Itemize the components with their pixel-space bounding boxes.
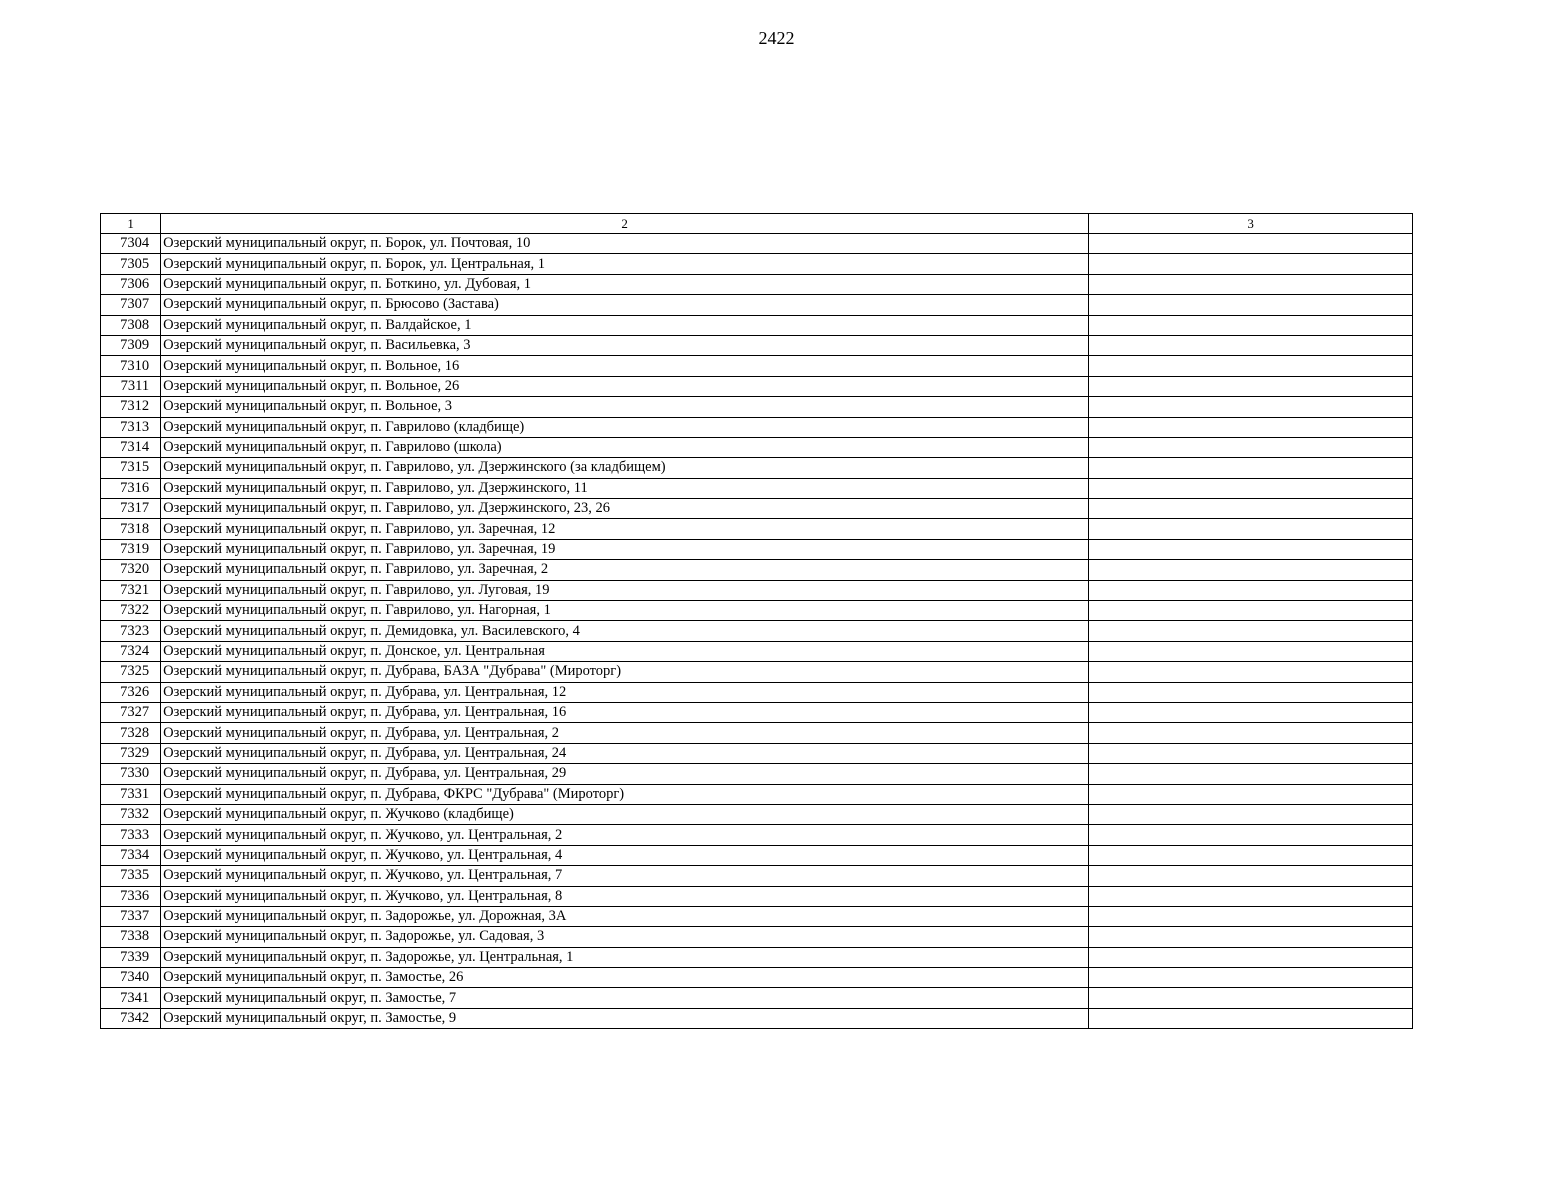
column-header-1: 1: [101, 214, 161, 234]
column-3-cell: [1089, 764, 1413, 784]
address-cell: Озерский муниципальный округ, п. Замостье, 26: [161, 968, 1089, 988]
row-number-cell: 7310: [101, 356, 161, 376]
column-3-cell: [1089, 968, 1413, 988]
table-row: [101, 254, 1413, 274]
address-cell: Озерский муниципальный округ, п. Гаврилово, ул. Заречная, 19: [161, 539, 1089, 559]
column-3-cell: [1089, 927, 1413, 947]
table-row: [101, 682, 1413, 702]
row-number-cell: 7307: [101, 295, 161, 315]
table-row: [101, 866, 1413, 886]
row-number-cell: 7336: [101, 886, 161, 906]
column-3-cell: [1089, 947, 1413, 967]
table-row: [101, 274, 1413, 294]
column-3-cell: [1089, 702, 1413, 722]
table-row: [101, 804, 1413, 824]
table-row: [101, 702, 1413, 722]
address-cell: Озерский муниципальный округ, п. Демидовка, ул. Василевского, 4: [161, 621, 1089, 641]
table-row: [101, 458, 1413, 478]
column-3-cell: [1089, 315, 1413, 335]
column-3-cell: [1089, 437, 1413, 457]
column-3-cell: [1089, 804, 1413, 824]
table-header-row: [101, 214, 1413, 234]
row-number-cell: 7328: [101, 723, 161, 743]
column-3-cell: [1089, 539, 1413, 559]
table-row: [101, 906, 1413, 926]
column-3-cell: [1089, 335, 1413, 355]
row-number-cell: 7312: [101, 397, 161, 417]
address-cell: Озерский муниципальный округ, п. Валдайское, 1: [161, 315, 1089, 335]
column-3-cell: [1089, 601, 1413, 621]
address-cell: Озерский муниципальный округ, п. Гаврилово (школа): [161, 437, 1089, 457]
row-number-cell: 7319: [101, 539, 161, 559]
row-number-cell: 7333: [101, 825, 161, 845]
column-3-cell: [1089, 906, 1413, 926]
table-row: [101, 601, 1413, 621]
address-cell: Озерский муниципальный округ, п. Гаврилово, ул. Луговая, 19: [161, 580, 1089, 600]
table-row: [101, 784, 1413, 804]
address-cell: Озерский муниципальный округ, п. Дубрава, ул. Центральная, 2: [161, 723, 1089, 743]
address-cell: Озерский муниципальный округ, п. Гаврилово, ул. Дзержинского, 23, 26: [161, 499, 1089, 519]
column-3-cell: [1089, 478, 1413, 498]
column-header-2: 2: [161, 214, 1089, 234]
address-cell: Озерский муниципальный округ, п. Борок, ул. Почтовая, 10: [161, 234, 1089, 254]
column-3-cell: [1089, 621, 1413, 641]
table-row: [101, 356, 1413, 376]
address-cell: Озерский муниципальный округ, п. Донское, ул. Центральная: [161, 641, 1089, 661]
row-number-cell: 7335: [101, 866, 161, 886]
table-row: [101, 825, 1413, 845]
table-row: [101, 947, 1413, 967]
table-row: [101, 539, 1413, 559]
address-cell: Озерский муниципальный округ, п. Дубрава, ул. Центральная, 24: [161, 743, 1089, 763]
column-3-cell: [1089, 1008, 1413, 1028]
row-number-cell: 7338: [101, 927, 161, 947]
column-3-cell: [1089, 295, 1413, 315]
address-cell: Озерский муниципальный округ, п. Вольное, 16: [161, 356, 1089, 376]
column-3-cell: [1089, 723, 1413, 743]
row-number-cell: 7325: [101, 662, 161, 682]
column-3-cell: [1089, 825, 1413, 845]
address-cell: Озерский муниципальный округ, п. Брюсово (Застава): [161, 295, 1089, 315]
column-3-cell: [1089, 376, 1413, 396]
table-row: [101, 1008, 1413, 1028]
column-3-cell: [1089, 560, 1413, 580]
row-number-cell: 7321: [101, 580, 161, 600]
row-number-cell: 7331: [101, 784, 161, 804]
table-row: [101, 335, 1413, 355]
column-3-cell: [1089, 988, 1413, 1008]
address-cell: Озерский муниципальный округ, п. Жучково, ул. Центральная, 7: [161, 866, 1089, 886]
address-cell: Озерский муниципальный округ, п. Задорожье, ул. Центральная, 1: [161, 947, 1089, 967]
column-3-cell: [1089, 458, 1413, 478]
row-number-cell: 7332: [101, 804, 161, 824]
column-3-cell: [1089, 641, 1413, 661]
address-cell: Озерский муниципальный округ, п. Замостье, 9: [161, 1008, 1089, 1028]
row-number-cell: 7318: [101, 519, 161, 539]
column-3-cell: [1089, 274, 1413, 294]
column-3-cell: [1089, 866, 1413, 886]
column-header-3: 3: [1089, 214, 1413, 234]
column-3-cell: [1089, 662, 1413, 682]
row-number-cell: 7326: [101, 682, 161, 702]
table-row: [101, 437, 1413, 457]
address-cell: Озерский муниципальный округ, п. Замостье, 7: [161, 988, 1089, 1008]
address-cell: Озерский муниципальный округ, п. Гаврилово, ул. Заречная, 12: [161, 519, 1089, 539]
address-cell: Озерский муниципальный округ, п. Жучково, ул. Центральная, 8: [161, 886, 1089, 906]
address-cell: Озерский муниципальный округ, п. Дубрава, ФКРС "Дубрава" (Мироторг): [161, 784, 1089, 804]
table-row: [101, 723, 1413, 743]
table-row: [101, 886, 1413, 906]
table-row: [101, 295, 1413, 315]
address-cell: Озерский муниципальный округ, п. Дубрава, ул. Центральная, 16: [161, 702, 1089, 722]
address-cell: Озерский муниципальный округ, п. Дубрава, БАЗА "Дубрава" (Мироторг): [161, 662, 1089, 682]
column-3-cell: [1089, 886, 1413, 906]
row-number-cell: 7330: [101, 764, 161, 784]
table-row: [101, 988, 1413, 1008]
column-3-cell: [1089, 519, 1413, 539]
column-3-cell: [1089, 682, 1413, 702]
table-row: [101, 968, 1413, 988]
address-cell: Озерский муниципальный округ, п. Задорожье, ул. Садовая, 3: [161, 927, 1089, 947]
table-row: [101, 315, 1413, 335]
table-row: [101, 641, 1413, 661]
address-cell: Озерский муниципальный округ, п. Вольное, 26: [161, 376, 1089, 396]
address-cell: Озерский муниципальный округ, п. Вольное, 3: [161, 397, 1089, 417]
address-cell: Озерский муниципальный округ, п. Жучково, ул. Центральная, 2: [161, 825, 1089, 845]
row-number-cell: 7315: [101, 458, 161, 478]
table-body: [101, 214, 1413, 1029]
address-cell: Озерский муниципальный округ, п. Васильевка, 3: [161, 335, 1089, 355]
address-cell: Озерский муниципальный округ, п. Дубрава, ул. Центральная, 29: [161, 764, 1089, 784]
row-number-cell: 7323: [101, 621, 161, 641]
row-number-cell: 7304: [101, 234, 161, 254]
address-cell: Озерский муниципальный округ, п. Гаврилово, ул. Нагорная, 1: [161, 601, 1089, 621]
column-3-cell: [1089, 784, 1413, 804]
table-row: [101, 845, 1413, 865]
column-3-cell: [1089, 254, 1413, 274]
row-number-cell: 7320: [101, 560, 161, 580]
row-number-cell: 7317: [101, 499, 161, 519]
column-3-cell: [1089, 845, 1413, 865]
address-table: [100, 213, 1413, 1029]
address-cell: Озерский муниципальный округ, п. Задорожье, ул. Дорожная, 3А: [161, 906, 1089, 926]
row-number-cell: 7341: [101, 988, 161, 1008]
address-cell: Озерский муниципальный округ, п. Боткино, ул. Дубовая, 1: [161, 274, 1089, 294]
table-row: [101, 927, 1413, 947]
table-row: [101, 743, 1413, 763]
row-number-cell: 7308: [101, 315, 161, 335]
row-number-cell: 7311: [101, 376, 161, 396]
address-cell: Озерский муниципальный округ, п. Гаврилово, ул. Заречная, 2: [161, 560, 1089, 580]
column-3-cell: [1089, 499, 1413, 519]
row-number-cell: 7306: [101, 274, 161, 294]
column-3-cell: [1089, 356, 1413, 376]
column-3-cell: [1089, 417, 1413, 437]
table-row: [101, 376, 1413, 396]
row-number-cell: 7322: [101, 601, 161, 621]
table-row: [101, 417, 1413, 437]
address-cell: Озерский муниципальный округ, п. Борок, ул. Центральная, 1: [161, 254, 1089, 274]
row-number-cell: 7340: [101, 968, 161, 988]
table-row: [101, 519, 1413, 539]
column-3-cell: [1089, 234, 1413, 254]
table-row: [101, 499, 1413, 519]
row-number-cell: 7313: [101, 417, 161, 437]
address-cell: Озерский муниципальный округ, п. Гаврилово, ул. Дзержинского (за кладбищем): [161, 458, 1089, 478]
page-number: 2422: [758, 28, 795, 48]
row-number-cell: 7309: [101, 335, 161, 355]
table-row: [101, 478, 1413, 498]
row-number-cell: 7329: [101, 743, 161, 763]
address-cell: Озерский муниципальный округ, п. Жучково, ул. Центральная, 4: [161, 845, 1089, 865]
row-number-cell: 7314: [101, 437, 161, 457]
row-number-cell: 7342: [101, 1008, 161, 1028]
row-number-cell: 7316: [101, 478, 161, 498]
table-row: [101, 397, 1413, 417]
column-3-cell: [1089, 397, 1413, 417]
row-number-cell: 7337: [101, 906, 161, 926]
column-3-cell: [1089, 580, 1413, 600]
address-cell: Озерский муниципальный округ, п. Гаврилово (кладбище): [161, 417, 1089, 437]
table-row: [101, 764, 1413, 784]
address-cell: Озерский муниципальный округ, п. Жучково (кладбище): [161, 804, 1089, 824]
row-number-cell: 7324: [101, 641, 161, 661]
table-row: [101, 560, 1413, 580]
table-row: [101, 621, 1413, 641]
row-number-cell: 7334: [101, 845, 161, 865]
address-cell: Озерский муниципальный округ, п. Дубрава, ул. Центральная, 12: [161, 682, 1089, 702]
row-number-cell: 7305: [101, 254, 161, 274]
column-3-cell: [1089, 743, 1413, 763]
table-row: [101, 580, 1413, 600]
row-number-cell: 7339: [101, 947, 161, 967]
address-cell: Озерский муниципальный округ, п. Гаврилово, ул. Дзержинского, 11: [161, 478, 1089, 498]
row-number-cell: 7327: [101, 702, 161, 722]
table-row: [101, 662, 1413, 682]
table-row: [101, 234, 1413, 254]
